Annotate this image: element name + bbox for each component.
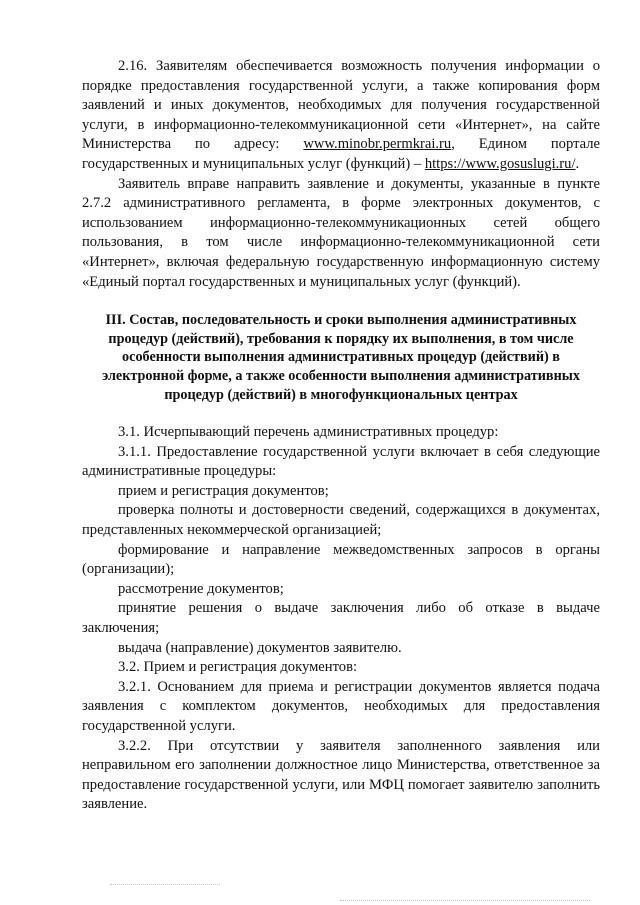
list-item-procedure: выдача (направление) документов заявителю. [118,639,402,656]
paragraph-applicant-right: Заявитель вправе направить заявление и документы, указанные в пункте 2.7.2 административного регламента, в форме электронных документов, с использованием информационно-телекоммуникационных сетей общего пользования, в том числе информационно-телекоммуникационной сети «Интернет», включая федеральную государственную информационную систему «Единый портал государственных и муниципальных услуг (функций). [82,175,600,290]
scan-specks [110,884,220,887]
document-body [82,57,600,815]
list-item-procedure: принятие решения о выдаче заключения либо об отказе в выдаче заключения; [82,600,600,637]
paragraph-2-16-text-b: , Едином портале государственных и муниципальных услуг (функций) – [82,136,600,172]
paragraph-2-16-text-c: . [575,155,580,172]
scan-bottom-rule [340,900,590,901]
paragraph-3-1: 3.1. Исчерпывающий перечень административных процедур: [118,424,499,441]
paragraph-2-16-text-a: 2.16. Заявителям обеспечивается возможность получения информации о порядке предоставления государственной услуги, а также копирования форм заявлений и иных документов, необходимых для получения государственной услуги, в информационно-телекоммуникационной сети «Интернет», на сайте Министерства по адресу: [82,58,600,153]
minobr-website-link[interactable]: www.minobr.permkrai.ru [303,136,452,153]
list-item-procedure: проверка полноты и достоверности сведений, содержащихся в документах, представленных некоммерческой организацией; [82,502,600,539]
list-item-procedure: прием и регистрация документов; [118,482,329,499]
paragraph-3-1-1: 3.1.1. Предоставление государственной услуги включает в себя следующие административные процедуры: [82,443,600,480]
list-item-procedure: рассмотрение документов; [118,580,284,597]
section-3-heading: III. Состав, последовательность и сроки выполнения административных процедур (действий), требования к порядку их выполнения, в том числе особенности выполнения административных процедур (действий) в электронной форме, а также особенности выполнения административных процедур (действий) в многофункциональных центрах [102,312,580,403]
paragraph-3-2-1: 3.2.1. Основанием для приема и регистрации документов является подача заявления с комплектом документов, необходимых для предоставления государственной услуги. [82,678,600,734]
paragraph-3-2-2: 3.2.2. При отсутствии у заявителя заполненного заявления или неправильном его заполнении должностное лицо Министерства, ответственное за предоставление государственной услуги, или МФЦ помогает заявителю заполнить заявление. [82,737,600,813]
list-item-procedure: формирование и направление межведомственных запросов в органы (организации); [82,541,600,578]
paragraph-2-16 [82,57,600,175]
paragraph-3-2: 3.2. Прием и регистрация документов: [118,659,358,676]
gosuslugi-link[interactable]: https://www.gosuslugi.ru/ [424,155,576,172]
